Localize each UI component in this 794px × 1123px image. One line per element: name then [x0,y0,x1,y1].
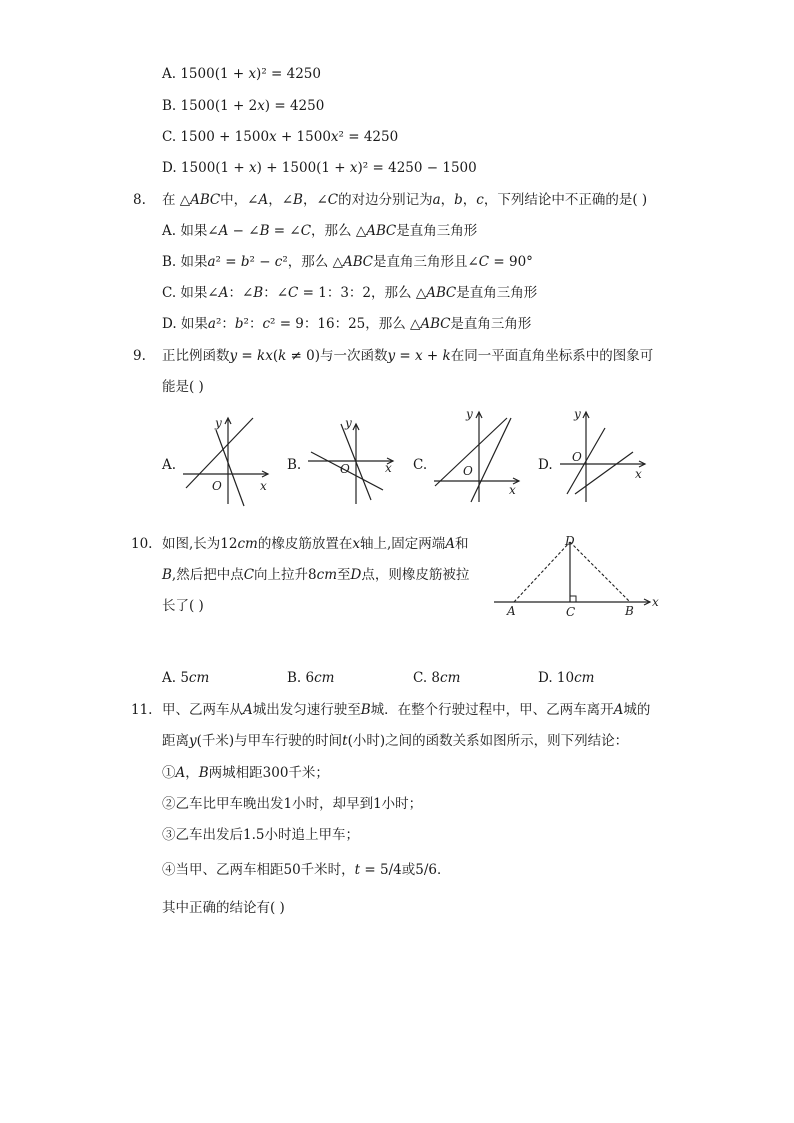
q10-option-c: C. 8𝑐𝑚 [413,670,461,686]
q9-number: 9. [133,348,146,364]
point-c-label: C [566,605,576,619]
point-b-label: B [625,604,634,618]
q9-graph-c-label: C. [413,457,428,473]
origin-label: O [463,464,473,478]
q11-closing: 其中正确的结论有( ) [162,900,285,916]
q7-option-c: C. 1500 + 1500𝑥 + 1500𝑥² = 4250 [162,129,399,145]
line-2 [575,452,633,494]
y-label: y [345,416,352,430]
x-label: x [635,467,642,481]
q11-statement-1: ①𝐴，𝐵两城相距300千米； [162,765,329,781]
q11-stem-line1: 甲、乙两车从𝐴城出发匀速行驶至𝐵城．在整个行驶过程中，甲、乙两车离开𝐴城的 [162,702,651,718]
origin-label: O [212,479,222,493]
q10-stem-line1: 如图,长为12𝑐𝑚的橡皮筋放置在𝑥轴上,固定两端𝐴和 [162,536,469,552]
q10-figure [490,530,670,622]
q8-option-a: A. 如果∠𝐴 − ∠𝐵 = ∠𝐶，那么 △𝐴𝐵𝐶是直角三角形 [162,223,478,239]
y-label: y [466,407,473,421]
point-a-label: A [507,604,516,618]
q9-graph-d-label: D. [538,457,553,473]
q10-number: 10. [131,536,153,552]
q8-option-b: B. 如果𝑎² = 𝑏² − 𝑐²，那么 △𝐴𝐵𝐶是直角三角形且∠𝐶 = 90° [162,254,533,270]
q10-stem-line2: 𝐵,然后把中点𝐶向上拉升8𝑐𝑚至𝐷点，则橡皮筋被拉 [162,567,470,583]
origin-label: O [572,450,582,464]
q9-stem-line2: 能是( ) [162,379,204,395]
q10-stem-line3: 长了( ) [162,598,204,614]
line-2 [471,418,511,502]
x-label: x [385,461,392,475]
q9-stem-line1: 正比例函数𝑦 = 𝑘𝑥(𝑘 ≠ 0)与一次函数𝑦 = 𝑥 + 𝑘在同一平面直角坐标系中的图象可 [162,348,654,364]
q9-graph-d [555,406,655,506]
q10-option-a: A. 5𝑐𝑚 [162,670,210,686]
q7-option-b: B. 1500(1 + 2𝑥) = 4250 [162,98,325,114]
segment-ad [514,542,570,602]
q11-statement-4: ④当甲、乙两车相距50千米时，𝑡 = 5/4或5/6． [162,862,451,878]
q8-option-c: C. 如果∠𝐴：∠𝐵：∠𝐶 = 1：3：2，那么 △𝐴𝐵𝐶是直角三角形 [162,285,538,301]
q9-graph-a-label: A. [162,457,177,473]
x-label: x [652,595,659,609]
q11-number: 11. [131,702,153,718]
q11-statement-3: ③乙车出发后1.5小时追上甲车； [162,827,359,843]
x-label: x [509,483,516,497]
x-label: x [260,479,267,493]
q8-number: 8. [133,192,146,208]
q8-option-d: D. 如果𝑎²：𝑏²：𝑐² = 9：16：25，那么 △𝐴𝐵𝐶是直角三角形 [162,316,532,332]
segment-db [570,542,630,602]
q10-option-b: B. 6𝑐𝑚 [287,670,335,686]
q9-graph-b-label: B. [287,457,302,473]
y-label: y [574,407,581,421]
q8-stem: 在 △𝐴𝐵𝐶中，∠𝐴，∠𝐵，∠𝐶的对边分别记为𝑎，𝑏，𝑐，下列结论中不正确的是( ) [162,192,648,208]
q11-stem-line2: 距离𝑦(千米)与甲车行驶的时间𝑡(小时)之间的函数关系如图所示，则下列结论： [162,733,629,749]
q10-option-d: D. 10𝑐𝑚 [538,670,595,686]
q7-option-a: A. 1500(1 + 𝑥)² = 4250 [162,66,321,82]
q9-graph-b [303,410,403,510]
q9-graph-c [429,406,529,506]
q7-option-d: D. 1500(1 + 𝑥) + 1500(1 + 𝑥)² = 4250 − 1500 [162,160,477,176]
origin-label: O [340,462,350,476]
q9-graph-a [178,410,278,510]
right-angle-mark [570,596,576,602]
q11-statement-2: ②乙车比甲车晚出发1小时，却早到1小时； [162,796,423,812]
y-label: y [215,416,222,430]
point-d-label: D [565,534,575,548]
